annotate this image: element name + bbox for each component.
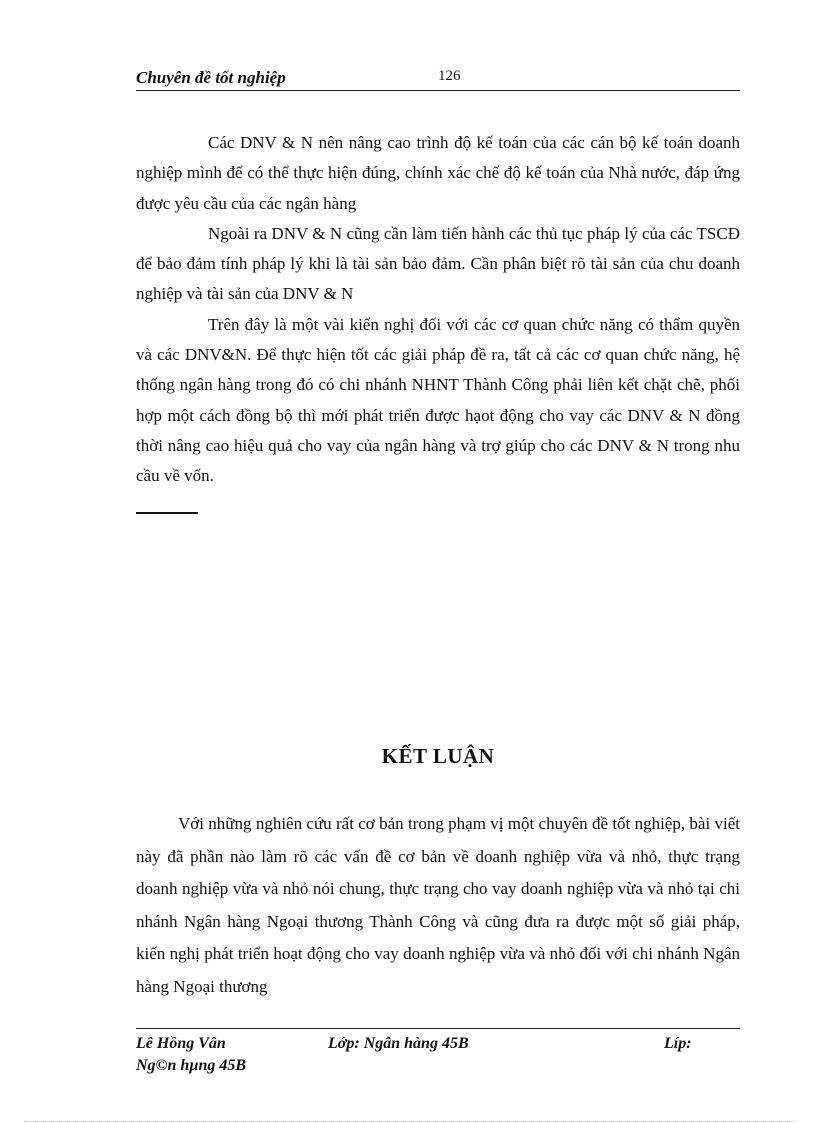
- conclusion-text: [136, 808, 740, 1003]
- conclusion-heading: KẾT LUẬN: [381, 744, 495, 768]
- page-footer: [136, 1028, 740, 1074]
- footer-class-2: Líp:: [664, 1035, 692, 1052]
- header-title: Chuyên đề tốt nghiệp: [136, 68, 286, 87]
- body-paragraph: Trên đây là một vài kiến nghị đối với các cơ quan chức năng có thẩm quyền và các DNV&N. Để thực hiện tốt các giải pháp đề ra, tất cả các cơ quan chức năng, hệ thống ngân hàng trong đó có chi nhánh NHNT Thành Công phải liên kết chặt chẽ, phối hợp một cách đồng bộ thì mới phát triển được hạot động cho vay các DNV & N đồng thời nâng cao hiệu quả cho vay của ngân hàng và trợ giúp cho các DNV & N trong nhu cầu về vốn.: [136, 314, 740, 486]
- conclusion-paragraph: Với những nghiên cứu rất cơ bản trong phạm vị một chuyên đề tốt nghiệp, bài viết này đã phần nào làm rõ các vấn đề cơ bản về doanh nghiệp vừa và nhỏ, thực trạng doanh nghiệp vừa và nhỏ nói chung, thực trạng cho vay doanh nghiệp vừa và nhỏ tại chi nhánh Ngân hàng Ngoại thương Thành Công và cũng đưa ra được một số giải pháp, kiến nghị phát triển hoạt động cho vay doanh nghiệp vừa và nhỏ đối với chi nhánh Ngân hàng Ngoại thương: [136, 814, 740, 996]
- page-bottom-border: [24, 1121, 794, 1122]
- section-divider: [136, 512, 198, 514]
- page-header: [136, 64, 740, 91]
- body-text: [136, 128, 740, 492]
- footer-line-2: Ng©n hµng 45B: [136, 1057, 247, 1074]
- footer-author: Lê Hồng Vân: [136, 1035, 226, 1052]
- body-paragraph: Các DNV & N nên nâng cao trình độ kế toán của các cán bộ kế toán doanh nghiệp mình để có thể thực hiện đúng, chính xác chế độ kế toán của Nhà nước, đáp ứng được yêu cầu của các ngân hàng: [136, 133, 740, 213]
- body-paragraph: Ngoài ra DNV & N cũng cần làm tiến hành các thủ tục pháp lý của các TSCĐ để bảo đảm tính pháp lý khi là tài sản bảo đảm. Cần phân biệt rõ tài sản của chu doanh nghiệp và tài sản của DNV & N: [136, 223, 740, 304]
- page-number: 126: [438, 68, 461, 84]
- footer-class: Lớp: Ngân hàng 45B: [328, 1035, 469, 1052]
